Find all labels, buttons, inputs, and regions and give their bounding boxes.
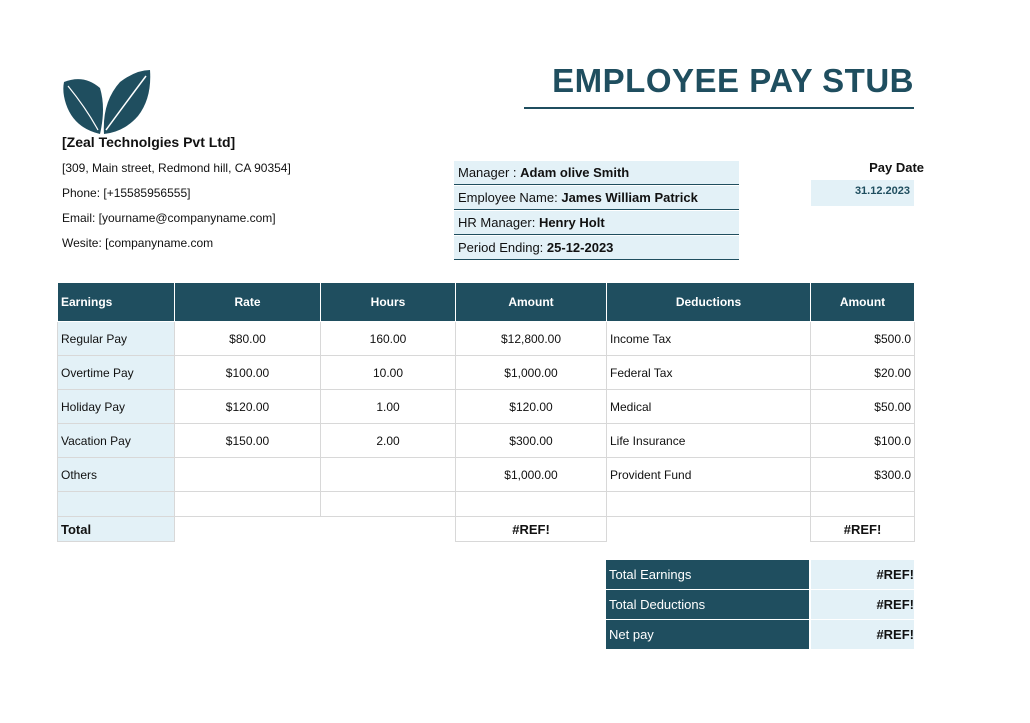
table-row (58, 424, 915, 458)
table-header-row (58, 283, 915, 322)
deduction-amount-cell: $50.00 (811, 390, 915, 424)
deduction-amount-cell: $100.0 (811, 424, 915, 458)
deduction-label: Life Insurance (607, 424, 811, 458)
table-row (58, 356, 915, 390)
pay-date-value: 31.12.2023 (811, 180, 914, 206)
earning-label: Regular Pay (58, 322, 175, 356)
blank-cell (607, 517, 811, 542)
rate-cell: $80.00 (175, 322, 321, 356)
table-row (58, 458, 915, 492)
rate-cell: $120.00 (175, 390, 321, 424)
header-earnings: Earnings (58, 283, 175, 322)
blank-cell (321, 492, 456, 517)
blank-cell (58, 492, 175, 517)
blank-row (58, 492, 915, 517)
deduction-amount-cell: $500.0 (811, 322, 915, 356)
company-website: Wesite: [companyname.com (62, 236, 214, 250)
deduction-amount-cell: $300.0 (811, 458, 915, 492)
title-underline (524, 107, 914, 109)
header-deduction-amount: Amount (811, 283, 915, 322)
blank-cell (607, 492, 811, 517)
rate-cell: $100.00 (175, 356, 321, 390)
summary-total-deductions-value: #REF! (811, 590, 914, 619)
period-ending-label: Period Ending: (458, 240, 544, 255)
deduction-label: Provident Fund (607, 458, 811, 492)
hours-cell: 2.00 (321, 424, 456, 458)
summary-total-deductions-label: Total Deductions (606, 590, 809, 619)
header-amount: Amount (456, 283, 607, 322)
period-ending-value: 25-12-2023 (546, 240, 614, 255)
amount-cell: $12,800.00 (456, 322, 607, 356)
blank-cell (321, 517, 456, 542)
blank-cell (456, 492, 607, 517)
document-title: EMPLOYEE PAY STUB (552, 62, 914, 99)
deduction-label: Federal Tax (607, 356, 811, 390)
earning-label: Vacation Pay (58, 424, 175, 458)
summary-total-earnings-value: #REF! (811, 560, 914, 589)
company-name: [Zeal Technolgies Pvt Ltd] (62, 134, 236, 150)
hr-manager-row (454, 211, 739, 235)
hours-cell: 10.00 (321, 356, 456, 390)
pay-date-label: Pay Date (869, 160, 924, 175)
summary-total-earnings-label: Total Earnings (606, 560, 809, 589)
pay-table (57, 282, 915, 542)
deduction-label: Income Tax (607, 322, 811, 356)
total-row (58, 517, 915, 542)
header-hours: Hours (321, 283, 456, 322)
earning-label: Overtime Pay (58, 356, 175, 390)
hours-cell: 1.00 (321, 390, 456, 424)
blank-cell (175, 492, 321, 517)
header-rate: Rate (175, 283, 321, 322)
header-deductions: Deductions (607, 283, 811, 322)
employee-label: Employee Name: (458, 190, 558, 205)
total-amount: #REF! (456, 517, 607, 542)
employee-value: James William Patrick (561, 190, 698, 205)
company-phone: Phone: [+15585956555] (62, 186, 191, 200)
amount-cell: $1,000.00 (456, 356, 607, 390)
company-email: Email: [yourname@companyname.com] (62, 211, 276, 225)
manager-label: Manager : (458, 165, 517, 180)
amount-cell: $1,000.00 (456, 458, 607, 492)
deduction-label: Medical (607, 390, 811, 424)
rate-cell: $150.00 (175, 424, 321, 458)
manager-value: Adam olive Smith (520, 165, 630, 180)
hr-manager-value: Henry Holt (538, 215, 605, 230)
summary-net-pay-value: #REF! (811, 620, 914, 649)
amount-cell: $300.00 (456, 424, 607, 458)
hours-cell (321, 458, 456, 492)
hr-manager-label: HR Manager: (458, 215, 536, 230)
deduction-amount-cell: $20.00 (811, 356, 915, 390)
manager-row (454, 161, 739, 185)
blank-cell (811, 492, 915, 517)
amount-cell: $120.00 (456, 390, 607, 424)
company-logo-icon (62, 68, 152, 138)
table-row (58, 322, 915, 356)
earning-label: Holiday Pay (58, 390, 175, 424)
blank-cell (175, 517, 321, 542)
total-label: Total (58, 517, 175, 542)
hours-cell: 160.00 (321, 322, 456, 356)
employee-row (454, 186, 739, 210)
period-ending-row (454, 236, 739, 260)
earning-label: Others (58, 458, 175, 492)
company-address: [309, Main street, Redmond hill, CA 90354] (62, 161, 291, 175)
summary-net-pay-label: Net pay (606, 620, 809, 649)
total-deductions-amount: #REF! (811, 517, 915, 542)
rate-cell (175, 458, 321, 492)
table-row (58, 390, 915, 424)
